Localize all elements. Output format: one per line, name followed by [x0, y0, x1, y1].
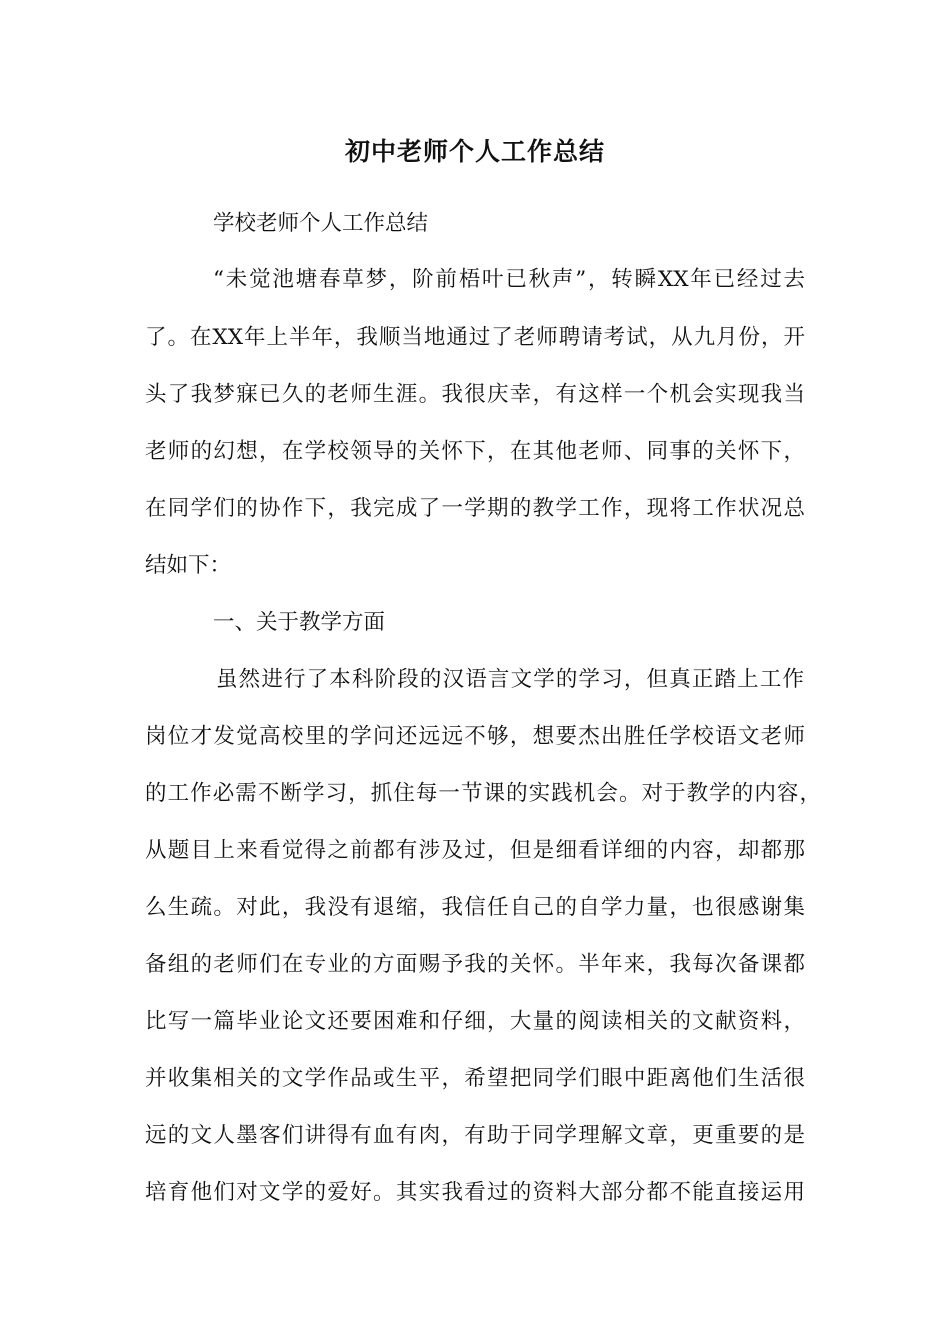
paragraph-line: 头了我梦寐已久的老师生涯。我很庆幸，有这样一个机会实现我当: [145, 382, 805, 407]
paragraph-line: 并收集相关的文学作品或生平，希望把同学们眼中距离他们生活很: [145, 1066, 805, 1091]
paragraph-line: 老师的幻想，在学校领导的关怀下，在其他老师、同事的关怀下，: [145, 439, 805, 464]
paragraph-line: “未觉池塘春草梦，阶前梧叶已秋声”，转瞬XX年已经过去: [213, 267, 805, 292]
paragraph-line: 结如下：: [145, 553, 232, 578]
paragraph-line: 的工作必需不断学习，抓住每一节课的实践机会。对于教学的内容，: [145, 781, 821, 806]
paragraph-line: 备组的老师们在专业的方面赐予我的关怀。半年来，我每次备课都: [145, 952, 805, 977]
paragraph-line: 远的文人墨客们讲得有血有肉，有助于同学理解文章，更重要的是: [145, 1123, 805, 1148]
paragraph-line: 了。在XX年上半年，我顺当地通过了老师聘请考试，从九月份，开: [145, 325, 805, 350]
section-heading: 一、关于教学方面: [213, 610, 386, 635]
document-title: 初中老师个人工作总结: [344, 137, 605, 166]
paragraph-line: 比写一篇毕业论文还要困难和仔细，大量的阅读相关的文献资料，: [145, 1009, 805, 1034]
paragraph-line: 岗位才发觉高校里的学问还远远不够，想要杰出胜任学校语文老师: [145, 724, 805, 749]
paragraph-line: 培育他们对文学的爱好。其实我看过的资料大部分都不能直接运用: [145, 1180, 805, 1205]
paragraph-line: 从题目上来看觉得之前都有涉及过，但是细看详细的内容，却都那: [145, 838, 805, 863]
paragraph-line: 在同学们的协作下，我完成了一学期的教学工作，现将工作状况总: [145, 496, 805, 521]
document-subtitle: 学校老师个人工作总结: [213, 211, 429, 236]
paragraph-line: 虽然进行了本科阶段的汉语言文学的学习，但真正踏上工作: [216, 667, 804, 692]
paragraph-line: 么生疏。对此，我没有退缩，我信任自己的自学力量，也很感谢集: [145, 895, 805, 920]
